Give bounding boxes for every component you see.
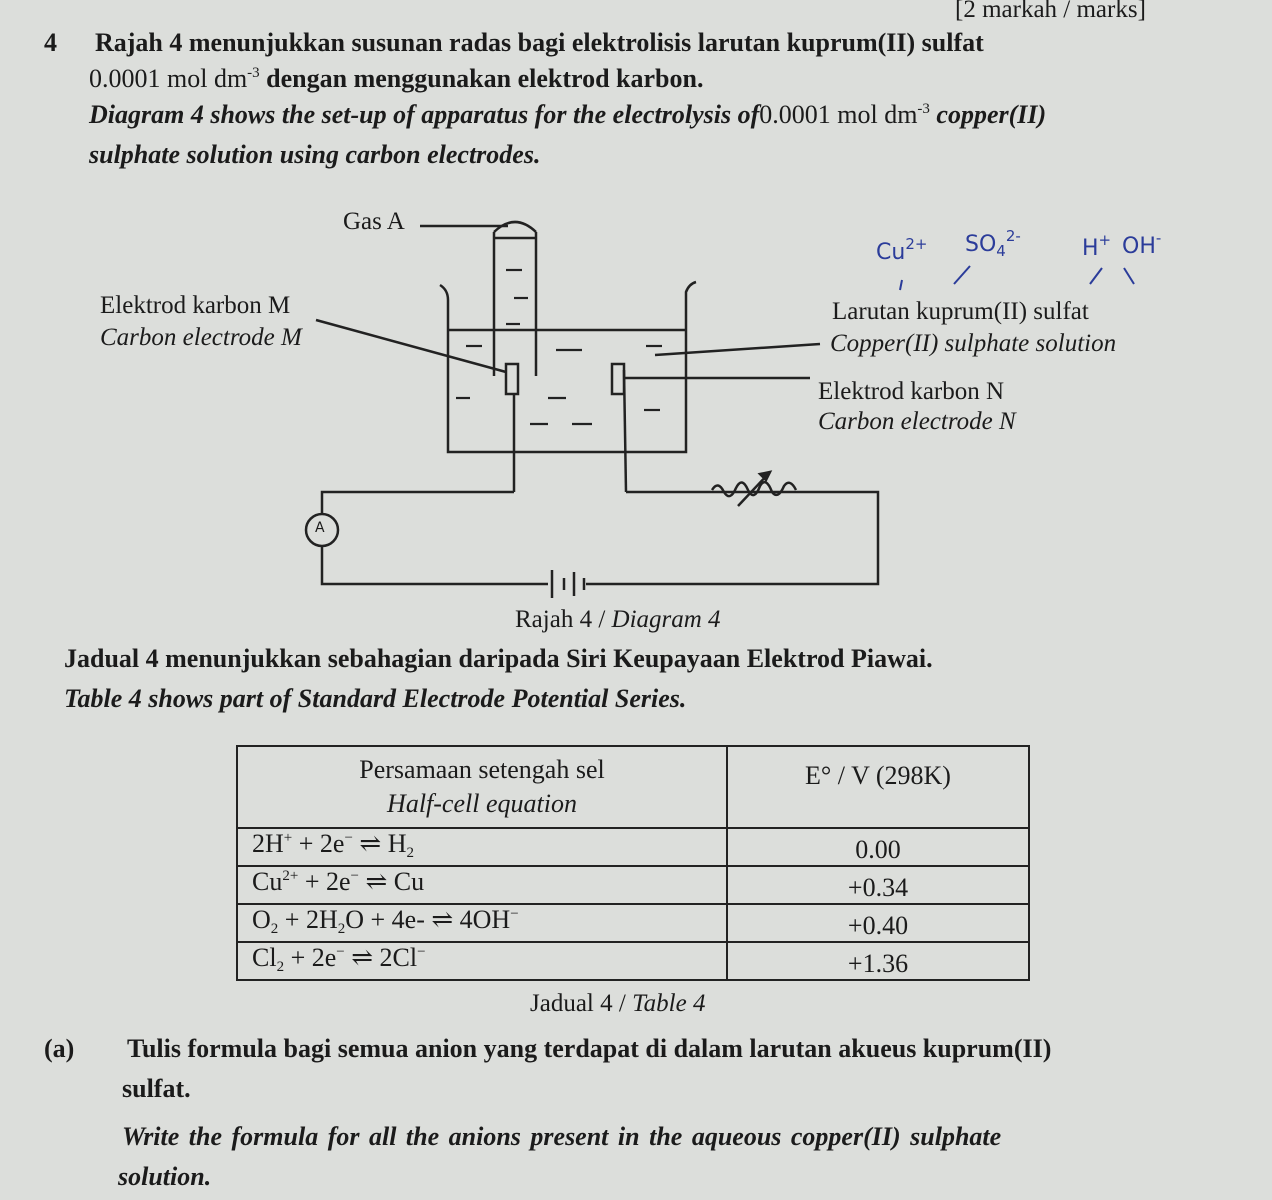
solution-label-english: Copper(II) sulphate solution [830, 330, 1117, 357]
half-cell-equation: 2H+ + 2e− ⇌ $H_2$ [237, 828, 727, 866]
marks-label: [2 markah / marks] [955, 0, 1146, 23]
concentration: 0.0001 mol dm [89, 64, 248, 93]
potential-value: 0.00 [727, 828, 1029, 866]
potential-value: +0.40 [727, 904, 1029, 942]
table-row [237, 828, 1029, 866]
handwritten-cu-ion: $Cu^{2+}$ [876, 235, 928, 265]
electrode-n [612, 364, 624, 394]
electrode-m [506, 364, 518, 394]
table-header-row [237, 746, 1029, 828]
part-a-label: (a) [44, 1034, 75, 1063]
potential-value: +0.34 [727, 866, 1029, 904]
circuit-wire-left [322, 492, 548, 584]
potential-value: +1.36 [727, 942, 1029, 980]
half-cell-equation: $O_2 + 2H_2O + 4e-$ ⇌ 4OH− [237, 904, 727, 942]
header-half-cell: Persamaan setengah sel Half-cell equation [237, 746, 727, 828]
table-intro-malay: Jadual 4 menunjukkan sebahagian daripada Siri Keupayaan Elektrod Piawai. [64, 644, 933, 673]
electrode-m-label-malay: Elektrod karbon M [100, 292, 291, 319]
half-cell-equation: $Cl_2 + 2e^-$ ⇌ 2Cl− [237, 942, 727, 980]
table-caption: Jadual 4 / Table 4 [530, 990, 706, 1017]
question-english-line1: Diagram 4 shows the set-up of apparatus for the electrolysis of0.0001 mol $dm^{-3}$ copper(II) [89, 100, 1047, 129]
question-malay-line2: 0.0001 mol $dm^{-3}$ dengan menggunakan elektrod karbon. [89, 64, 704, 93]
question-number: 4 [44, 28, 57, 57]
diagram-caption: Rajah 4 / Diagram 4 [515, 606, 721, 633]
table-intro-english: Table 4 shows part of Standard Electrode Potential Series. [64, 684, 687, 713]
part-a-english-line2: solution. [118, 1162, 212, 1191]
header-potential: E° / V (298K) [727, 746, 1029, 828]
test-tube [494, 232, 536, 376]
question-malay-line1: Rajah 4 menunjukkan susunan radas bagi elektrolisis larutan kuprum(II) sulfat [95, 28, 984, 57]
solution-label-malay: Larutan kuprum(II) sulfat [832, 298, 1089, 325]
table-row [237, 942, 1029, 980]
part-a-malay-line2: sulfat. [122, 1074, 191, 1103]
electrode-n-label-english: Carbon electrode N [818, 408, 1016, 435]
gas-a-label: Gas A [343, 208, 405, 235]
half-cell-equation: $Cu^{2+} + 2e^-$ ⇌ Cu [237, 866, 727, 904]
beaker [440, 282, 696, 452]
electrode-n-label-malay: Elektrod karbon N [818, 378, 1005, 405]
electrode-potential-table [236, 745, 1030, 981]
table-row [237, 866, 1029, 904]
handwritten-so4-ion: $SO_4^{2-}$ [965, 227, 1021, 260]
handwritten-oh-ion: OH- [1122, 229, 1162, 259]
solution-pointer [655, 344, 820, 355]
ammeter-symbol: A [315, 520, 325, 536]
part-a-malay-line1: Tulis formula bagi semua anion yang terdapat di dalam larutan akueus kuprum(II) [127, 1034, 1052, 1063]
circuit-wire-right [586, 492, 878, 584]
question-english-line2: sulphate solution using carbon electrodes. [89, 140, 541, 169]
table-row [237, 904, 1029, 942]
handwritten-h-ion: H+ [1082, 231, 1112, 261]
part-a-english-line1: Write the formula for all the anions present in the aqueous copper(II) sulphate [122, 1122, 1002, 1151]
electrode-m-label-english: Carbon electrode M [100, 324, 302, 351]
